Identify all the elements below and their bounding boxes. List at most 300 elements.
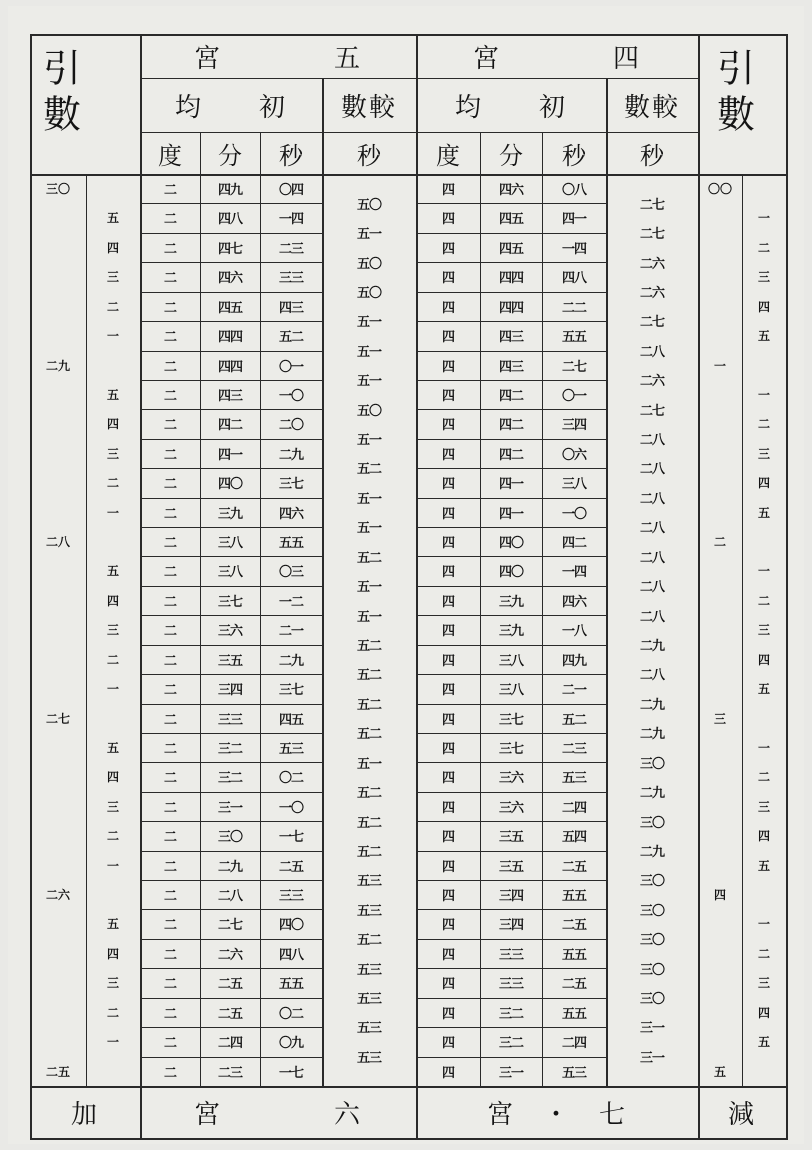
g5-jiao-cell: 五二 [356, 933, 381, 948]
g5-fen-cell: 三四 [217, 683, 242, 698]
g5-fen-cell: 四四 [217, 330, 242, 345]
g4-miao-cell: 〇六 [561, 448, 586, 463]
g4-miao-cell: 一八 [561, 624, 586, 639]
right-deg-cell [698, 468, 742, 497]
g4-miao-cell: 二五 [561, 977, 586, 992]
g4-fen-cell: 三五 [498, 860, 523, 875]
right-deg-cell: 五 [713, 1065, 726, 1079]
g5-jiao-cell: 五二 [356, 551, 381, 566]
left-deg-cell [30, 468, 86, 497]
g5-fen-cell: 二七 [217, 918, 242, 933]
g5-fen-cell: 三八 [217, 565, 242, 580]
g5-du-cell: 二 [163, 977, 176, 992]
right-deg-cell: 三 [713, 712, 726, 726]
right-min-cell [742, 527, 786, 556]
g5-miao-cell: 二九 [278, 448, 303, 463]
g5-jiao-cell: 五三 [356, 1051, 381, 1066]
g4-jiao-cell: 三〇 [639, 992, 664, 1007]
right-min-cell: 一 [757, 917, 770, 931]
g4-miao-cell: 四九 [561, 654, 586, 669]
g5-miao-cell: 五五 [278, 977, 303, 992]
g4-miao-cell: 二一 [561, 683, 586, 698]
right-deg-cell [698, 203, 742, 232]
g5-fen-cell: 三八 [217, 536, 242, 551]
g5-miao-cell: 二五 [278, 860, 303, 875]
left-deg-cell [30, 203, 86, 232]
g4-du-cell: 四 [441, 360, 454, 375]
g5-jiao-cell: 五一 [356, 521, 381, 536]
g5-fen-cell: 二六 [217, 948, 242, 963]
g5-du-cell: 二 [163, 271, 176, 286]
g4-fen-cell: 三九 [498, 595, 523, 610]
unit-miao-4: 秒 [562, 141, 586, 170]
right-min-cell: 一 [757, 211, 770, 225]
right-min-cell: 一 [757, 564, 770, 578]
left-deg-cell: 二六 [45, 888, 70, 902]
right-deg-cell [698, 968, 742, 997]
right-min-cell: 二 [757, 417, 770, 431]
g4-jiao-cell: 二八 [639, 551, 664, 566]
right-deg-cell [698, 586, 742, 615]
left-deg-cell: 二九 [45, 359, 70, 373]
right-deg-cell [698, 674, 742, 703]
g5-fen-cell: 四八 [217, 212, 242, 227]
g5-jiao-cell: 五一 [356, 315, 381, 330]
g5-fen-cell: 三二 [217, 771, 242, 786]
g5-fen-cell: 二五 [217, 977, 242, 992]
left-min-cell: 五 [106, 211, 119, 225]
left-min-cell: 五 [106, 564, 119, 578]
right-min-cell: 一 [757, 388, 770, 402]
g4-jiao-cell: 三〇 [639, 816, 664, 831]
header-left-yinshu: 引數 [36, 48, 81, 140]
left-min-cell: 四 [106, 417, 119, 431]
left-deg-cell [30, 409, 86, 438]
g4-miao-cell: 二五 [561, 860, 586, 875]
g5-jiao-cell: 五一 [356, 492, 381, 507]
g4-jiao-cell: 三一 [639, 1021, 664, 1036]
g4-du-cell: 四 [441, 713, 454, 728]
right-deg-cell [698, 909, 742, 938]
g4-miao-cell: 五四 [561, 830, 586, 845]
g4-fen-cell: 三九 [498, 624, 523, 639]
g5-fen-cell: 二三 [217, 1066, 242, 1081]
g5-fen-cell: 三五 [217, 654, 242, 669]
g5-fen-cell: 四五 [217, 301, 242, 316]
g5-miao-cell: 三七 [278, 477, 303, 492]
g5-du-cell: 二 [163, 1007, 176, 1022]
right-deg-cell [698, 733, 742, 762]
g5-miao-cell: 〇三 [278, 565, 303, 580]
left-deg-cell [30, 939, 86, 968]
g4-jiao-cell: 二八 [639, 580, 664, 595]
g5-miao-cell: 四八 [278, 948, 303, 963]
g4-jiao-cell: 二七 [639, 315, 664, 330]
left-min-cell: 二 [106, 829, 119, 843]
right-min-cell: 一 [757, 741, 770, 755]
g4-fen-cell: 三八 [498, 683, 523, 698]
g5-jiao-cell: 五一 [356, 610, 381, 625]
left-min-cell: 一 [106, 1035, 119, 1049]
right-min-cell [742, 704, 786, 733]
g5-du-cell: 二 [163, 889, 176, 904]
left-min-cell [86, 704, 140, 733]
g5-fen-cell: 三七 [217, 595, 242, 610]
left-min-cell: 四 [106, 770, 119, 784]
left-deg-cell [30, 586, 86, 615]
g5-fen-cell: 二四 [217, 1036, 242, 1051]
right-min-cell: 四 [757, 653, 770, 667]
g5-du-cell: 二 [163, 595, 176, 610]
g4-fen-cell: 三六 [498, 771, 523, 786]
left-min-cell: 二 [106, 1006, 119, 1020]
g5-fen-cell: 三九 [217, 507, 242, 522]
g4-fen-cell: 三二 [498, 1007, 523, 1022]
g4-fen-cell: 四六 [498, 183, 523, 198]
right-deg-cell [698, 821, 742, 850]
right-min-cell: 三 [757, 800, 770, 814]
g5-fen-cell: 四〇 [217, 477, 242, 492]
right-deg-cell [698, 556, 742, 585]
g4-miao-cell: 一〇 [561, 507, 586, 522]
g5-du-cell: 二 [163, 654, 176, 669]
g5-jiao-cell: 五二 [356, 668, 381, 683]
g5-du-cell: 二 [163, 507, 176, 522]
left-min-cell [86, 1057, 140, 1086]
g5-du-cell: 二 [163, 536, 176, 551]
g5-jiao-cell: 五三 [356, 963, 381, 978]
g4-miao-cell: 二五 [561, 918, 586, 933]
g4-jiao-cell: 二八 [639, 462, 664, 477]
g5-fen-cell: 二九 [217, 860, 242, 875]
g5-miao-cell: 〇四 [278, 183, 303, 198]
right-min-cell: 四 [757, 829, 770, 843]
g5-du-cell: 二 [163, 742, 176, 757]
g5-du-cell: 二 [163, 830, 176, 845]
right-min-cell: 二 [757, 241, 770, 255]
g5-jiao-cell: 五一 [356, 374, 381, 389]
unit-miao-5: 秒 [279, 141, 303, 170]
g5-miao-cell: 二〇 [278, 418, 303, 433]
right-deg-cell [698, 615, 742, 644]
g4-jiao-cell: 二八 [639, 521, 664, 536]
right-min-cell: 二 [757, 770, 770, 784]
g5-du-cell: 二 [163, 301, 176, 316]
g4-du-cell: 四 [441, 418, 454, 433]
g5-jiao-cell: 五〇 [356, 198, 381, 213]
g4-fen-cell: 四四 [498, 301, 523, 316]
g4-miao-cell: 三四 [561, 418, 586, 433]
g5-miao-cell: 四三 [278, 301, 303, 316]
g4-du-cell: 四 [441, 948, 454, 963]
g5-jiao-cell: 五二 [356, 816, 381, 831]
g5-du-cell: 二 [163, 860, 176, 875]
unit-fen-5: 分 [218, 141, 242, 170]
g4-miao-cell: 五三 [561, 771, 586, 786]
header-jiaoshu-5: 數較 [340, 92, 397, 123]
left-deg-cell [30, 556, 86, 585]
g4-fen-cell: 三七 [498, 742, 523, 757]
right-min-cell [742, 174, 786, 203]
g5-miao-cell: 一七 [278, 830, 303, 845]
g4-du-cell: 四 [441, 624, 454, 639]
g4-du-cell: 四 [441, 683, 454, 698]
right-min-cell: 四 [757, 300, 770, 314]
g4-du-cell: 四 [441, 242, 454, 257]
right-deg-cell [698, 498, 742, 527]
g4-du-cell: 四 [441, 507, 454, 522]
g4-fen-cell: 四三 [498, 360, 523, 375]
g4-jiao-cell: 二九 [639, 727, 664, 742]
header-jiaoshu-4: 數較 [623, 92, 680, 123]
g4-miao-cell: 二二 [561, 301, 586, 316]
header-junchu-5: 均 初 [174, 92, 287, 123]
left-min-cell: 一 [106, 682, 119, 696]
frame-bottom [30, 1138, 786, 1140]
g5-miao-cell: 四五 [278, 713, 303, 728]
g5-du-cell: 二 [163, 713, 176, 728]
right-min-cell: 四 [757, 476, 770, 490]
g4-fen-cell: 四五 [498, 212, 523, 227]
left-deg-cell [30, 645, 86, 674]
g4-du-cell: 四 [441, 271, 454, 286]
right-min-cell: 三 [757, 270, 770, 284]
g5-jiao-cell: 五一 [356, 227, 381, 242]
table-sheet [8, 6, 804, 1144]
right-deg-cell [698, 1027, 742, 1056]
g4-fen-cell: 三四 [498, 918, 523, 933]
right-deg-cell [698, 380, 742, 409]
left-min-cell: 五 [106, 388, 119, 402]
left-deg-cell: 二七 [45, 712, 70, 726]
g4-jiao-cell: 二六 [639, 374, 664, 389]
unit-jiao-miao-4: 秒 [640, 141, 664, 170]
g4-du-cell: 四 [441, 212, 454, 227]
g5-jiao-cell: 五〇 [356, 257, 381, 272]
right-min-cell: 五 [757, 329, 770, 343]
left-deg-cell [30, 851, 86, 880]
left-deg-cell [30, 380, 86, 409]
g5-du-cell: 二 [163, 360, 176, 375]
left-min-cell: 一 [106, 859, 119, 873]
g5-fen-cell: 三三 [217, 713, 242, 728]
g5-du-cell: 二 [163, 448, 176, 463]
g5-miao-cell: 一二 [278, 595, 303, 610]
g4-fen-cell: 三一 [498, 1066, 523, 1081]
left-deg-cell [30, 909, 86, 938]
g4-du-cell: 四 [441, 860, 454, 875]
right-deg-cell [698, 233, 742, 262]
g5-fen-cell: 四七 [217, 242, 242, 257]
g5-fen-cell: 二五 [217, 1007, 242, 1022]
g5-jiao-cell: 五二 [356, 698, 381, 713]
left-deg-cell [30, 292, 86, 321]
unit-jiao-miao-5: 秒 [357, 141, 381, 170]
g5-jiao-cell: 五二 [356, 462, 381, 477]
g4-fen-cell: 三七 [498, 713, 523, 728]
g5-du-cell: 二 [163, 565, 176, 580]
right-deg-cell: 〇〇 [707, 182, 732, 196]
g5-miao-cell: 二三 [278, 242, 303, 257]
g4-fen-cell: 四一 [498, 507, 523, 522]
left-min-cell [86, 351, 140, 380]
g5-jiao-cell: 五〇 [356, 404, 381, 419]
right-deg-cell [698, 998, 742, 1027]
g4-du-cell: 四 [441, 977, 454, 992]
g4-du-cell: 四 [441, 1066, 454, 1081]
g4-du-cell: 四 [441, 830, 454, 845]
right-min-cell: 二 [757, 594, 770, 608]
left-deg-cell [30, 821, 86, 850]
g4-du-cell: 四 [441, 477, 454, 492]
g5-miao-cell: 五二 [278, 330, 303, 345]
g5-miao-cell: 〇九 [278, 1036, 303, 1051]
g5-miao-cell: 一〇 [278, 389, 303, 404]
g5-jiao-cell: 五二 [356, 727, 381, 742]
right-min-cell [742, 351, 786, 380]
g4-miao-cell: 五二 [561, 713, 586, 728]
g5-jiao-cell: 五三 [356, 992, 381, 1007]
right-min-cell: 五 [757, 506, 770, 520]
g4-miao-cell: 四八 [561, 271, 586, 286]
left-deg-cell [30, 439, 86, 468]
left-min-cell: 一 [106, 506, 119, 520]
g5-miao-cell: 五三 [278, 742, 303, 757]
g4-miao-cell: 五三 [561, 1066, 586, 1081]
right-min-cell: 三 [757, 447, 770, 461]
left-deg-cell: 三〇 [45, 182, 70, 196]
footer-sub: 減 [727, 1099, 756, 1130]
right-deg-cell [698, 292, 742, 321]
left-deg-cell [30, 1027, 86, 1056]
g5-miao-cell: 一〇 [278, 801, 303, 816]
left-deg-cell [30, 762, 86, 791]
right-deg-cell [698, 645, 742, 674]
g4-du-cell: 四 [441, 301, 454, 316]
g4-miao-cell: 〇一 [561, 389, 586, 404]
g4-jiao-cell: 三〇 [639, 904, 664, 919]
g4-jiao-cell: 二九 [639, 698, 664, 713]
g5-jiao-cell: 五二 [356, 786, 381, 801]
g4-jiao-cell: 三〇 [639, 933, 664, 948]
g4-du-cell: 四 [441, 565, 454, 580]
header-right-yinshu: 引數 [710, 48, 755, 140]
left-min-cell [86, 527, 140, 556]
g4-jiao-cell: 二七 [639, 227, 664, 242]
g5-miao-cell: 〇二 [278, 1007, 303, 1022]
g5-fen-cell: 四九 [217, 183, 242, 198]
g4-jiao-cell: 二六 [639, 286, 664, 301]
g5-jiao-cell: 五三 [356, 904, 381, 919]
g4-jiao-cell: 二八 [639, 433, 664, 448]
right-deg-cell [698, 792, 742, 821]
footer-add: 加 [70, 1099, 99, 1130]
g4-miao-cell: 五五 [561, 889, 586, 904]
g5-miao-cell: 三七 [278, 683, 303, 698]
g5-jiao-cell: 五二 [356, 639, 381, 654]
g4-miao-cell: 一四 [561, 242, 586, 257]
left-min-cell: 一 [106, 329, 119, 343]
left-deg-cell [30, 674, 86, 703]
g4-fen-cell: 四四 [498, 271, 523, 286]
left-deg-cell [30, 998, 86, 1027]
left-min-cell: 四 [106, 947, 119, 961]
g4-fen-cell: 四三 [498, 330, 523, 345]
g4-du-cell: 四 [441, 801, 454, 816]
g5-miao-cell: 四〇 [278, 918, 303, 933]
g5-jiao-cell: 五一 [356, 433, 381, 448]
g5-miao-cell: 三三 [278, 889, 303, 904]
g4-miao-cell: 二七 [561, 360, 586, 375]
g4-du-cell: 四 [441, 536, 454, 551]
g4-jiao-cell: 二九 [639, 639, 664, 654]
left-min-cell: 四 [106, 594, 119, 608]
g4-jiao-cell: 三〇 [639, 874, 664, 889]
right-deg-cell [698, 321, 742, 350]
g4-du-cell: 四 [441, 654, 454, 669]
g5-du-cell: 二 [163, 801, 176, 816]
g5-du-cell: 二 [163, 183, 176, 198]
left-min-cell: 三 [106, 270, 119, 284]
left-deg-cell: 二五 [45, 1065, 70, 1079]
g4-du-cell: 四 [441, 595, 454, 610]
g5-miao-cell: 〇二 [278, 771, 303, 786]
g5-du-cell: 二 [163, 418, 176, 433]
g5-fen-cell: 三一 [217, 801, 242, 816]
left-deg-cell [30, 615, 86, 644]
g5-du-cell: 二 [163, 771, 176, 786]
g5-du-cell: 二 [163, 242, 176, 257]
g4-miao-cell: 五五 [561, 1007, 586, 1022]
g5-jiao-cell: 五一 [356, 757, 381, 772]
g4-du-cell: 四 [441, 771, 454, 786]
g5-jiao-cell: 五三 [356, 874, 381, 889]
g5-du-cell: 二 [163, 948, 176, 963]
unit-fen-4: 分 [499, 141, 523, 170]
footer-gong-6: 宮 六 [193, 1099, 362, 1130]
g4-fen-cell: 四〇 [498, 565, 523, 580]
g5-miao-cell: 四六 [278, 507, 303, 522]
header-junchu-4: 均 初 [454, 92, 567, 123]
g5-miao-cell: 二九 [278, 654, 303, 669]
left-min-cell: 五 [106, 917, 119, 931]
right-deg-cell [698, 762, 742, 791]
frame-right [786, 34, 788, 1140]
left-deg-cell [30, 968, 86, 997]
footer-gong-7: 宮 ・ 七 [486, 1099, 627, 1130]
right-deg-cell: 二 [713, 535, 726, 549]
left-min-cell: 三 [106, 976, 119, 990]
left-min-cell: 二 [106, 300, 119, 314]
right-deg-cell: 四 [713, 888, 726, 902]
g5-miao-cell: 二一 [278, 624, 303, 639]
g4-jiao-cell: 二八 [639, 345, 664, 360]
g4-fen-cell: 四〇 [498, 536, 523, 551]
right-min-cell: 五 [757, 682, 770, 696]
g4-du-cell: 四 [441, 448, 454, 463]
right-min-cell [742, 880, 786, 909]
header-gong-4: 宮 四 [472, 43, 641, 74]
g4-du-cell: 四 [441, 889, 454, 904]
left-deg-cell [30, 792, 86, 821]
g4-du-cell: 四 [441, 742, 454, 757]
g5-fen-cell: 三〇 [217, 830, 242, 845]
g5-miao-cell: 五五 [278, 536, 303, 551]
left-deg-cell [30, 733, 86, 762]
g4-jiao-cell: 三〇 [639, 963, 664, 978]
g4-jiao-cell: 三〇 [639, 757, 664, 772]
right-deg-cell [698, 939, 742, 968]
